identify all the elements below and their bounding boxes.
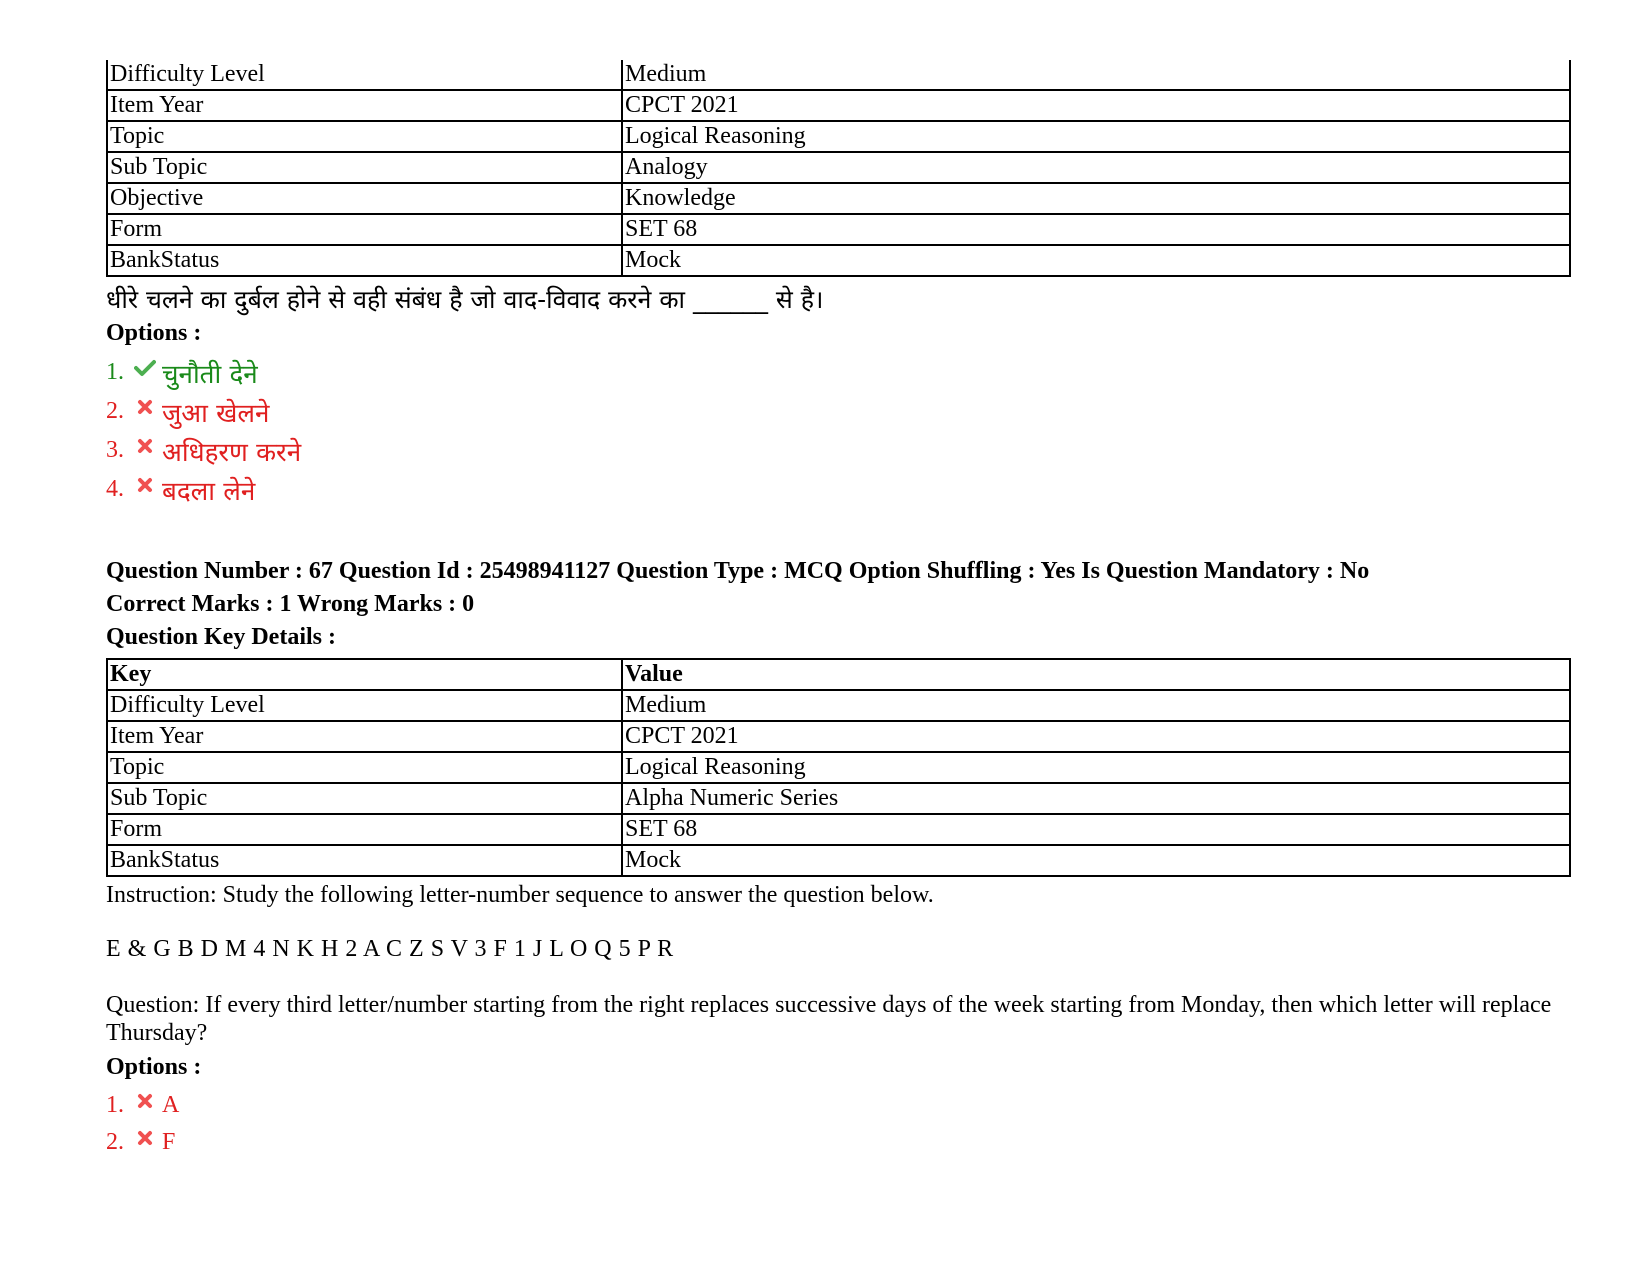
cross-icon <box>132 399 158 415</box>
table-row <box>107 121 1570 152</box>
option-item <box>106 392 1571 431</box>
q66-options-label: Options : <box>106 320 202 346</box>
option-number: 4. <box>106 476 124 502</box>
detail-value: CPCT 2021 <box>622 90 1570 121</box>
q67-instruction: Instruction: Study the following letter-number sequence to answer the question below. <box>106 882 934 908</box>
detail-key: Sub Topic <box>107 783 622 814</box>
table-row <box>107 152 1570 183</box>
table-row <box>107 245 1570 276</box>
q67-options-list <box>106 1087 1571 1161</box>
q67-question-text: Question: If every third letter/number starting from the right replaces successive days of the week starting from Monday, then which letter will replace Thursday? <box>106 992 1552 1046</box>
q67-sequence: E & G B D M 4 N K H 2 A C Z S V 3 F 1 J L O Q 5 P R <box>106 936 674 962</box>
option-item <box>106 431 1571 470</box>
table-row <box>107 814 1570 845</box>
option-item <box>106 470 1571 509</box>
detail-key: Difficulty Level <box>107 60 622 90</box>
option-text: जुआ खेलने <box>162 398 270 429</box>
q67-key-details-label: Question Key Details : <box>106 624 336 650</box>
q67-options-label: Options : <box>106 1054 202 1080</box>
option-text: चुनौती देने <box>162 359 258 390</box>
detail-key: BankStatus <box>107 845 622 876</box>
detail-key: Item Year <box>107 90 622 121</box>
table-row <box>107 783 1570 814</box>
detail-key: BankStatus <box>107 245 622 276</box>
table-row <box>107 690 1570 721</box>
table-row <box>107 90 1570 121</box>
option-number: 3. <box>106 437 124 463</box>
detail-key: Form <box>107 214 622 245</box>
option-item <box>106 1087 1571 1124</box>
q66-question-text: धीरे चलने का दुर्बल होने से वही संबंध है जो वाद-विवाद करने का ______ से है। <box>106 285 824 314</box>
question-paper-page <box>106 60 1571 1161</box>
q67-header-line1: Question Number : 67 Question Id : 25498941127 Question Type : MCQ Option Shuffling : Yes Is Question Mandatory : No <box>106 558 1370 584</box>
detail-key: Objective <box>107 183 622 214</box>
option-number: 1. <box>106 359 124 385</box>
option-number: 1. <box>106 1092 124 1118</box>
cross-icon <box>132 1093 158 1109</box>
detail-key: Item Year <box>107 721 622 752</box>
q67-details-table <box>106 658 1571 877</box>
detail-key: Topic <box>107 752 622 783</box>
detail-value: Logical Reasoning <box>622 121 1570 152</box>
detail-value: Knowledge <box>622 183 1570 214</box>
detail-key: Topic <box>107 121 622 152</box>
cross-icon <box>132 477 158 493</box>
option-number: 2. <box>106 398 124 424</box>
detail-value: Analogy <box>622 152 1570 183</box>
q67-header-line2: Correct Marks : 1 Wrong Marks : 0 <box>106 591 475 617</box>
detail-value: Alpha Numeric Series <box>622 783 1570 814</box>
detail-value: CPCT 2021 <box>622 721 1570 752</box>
detail-key: Difficulty Level <box>107 690 622 721</box>
detail-value: Logical Reasoning <box>622 752 1570 783</box>
table-row <box>107 845 1570 876</box>
q66-details-table <box>106 60 1571 277</box>
detail-key: Form <box>107 814 622 845</box>
detail-key: Sub Topic <box>107 152 622 183</box>
detail-value: Medium <box>622 60 1570 90</box>
option-number: 2. <box>106 1129 124 1155</box>
option-text: A <box>162 1092 180 1118</box>
table-header-row <box>107 659 1570 690</box>
column-header-value: Value <box>622 659 1570 690</box>
detail-value: SET 68 <box>622 214 1570 245</box>
table-row <box>107 60 1570 90</box>
option-item <box>106 1124 1571 1161</box>
table-row <box>107 183 1570 214</box>
table-row <box>107 721 1570 752</box>
cross-icon <box>132 438 158 454</box>
detail-value: SET 68 <box>622 814 1570 845</box>
option-text: अधिहरण करने <box>162 437 302 468</box>
option-text: बदला लेने <box>162 476 256 507</box>
option-text: F <box>162 1129 176 1155</box>
check-icon <box>132 359 158 377</box>
detail-value: Mock <box>622 245 1570 276</box>
table-row <box>107 752 1570 783</box>
cross-icon <box>132 1130 158 1146</box>
option-item <box>106 353 1571 392</box>
column-header-key: Key <box>107 659 622 690</box>
detail-value: Medium <box>622 690 1570 721</box>
q66-options-list <box>106 353 1571 509</box>
table-row <box>107 214 1570 245</box>
detail-value: Mock <box>622 845 1570 876</box>
